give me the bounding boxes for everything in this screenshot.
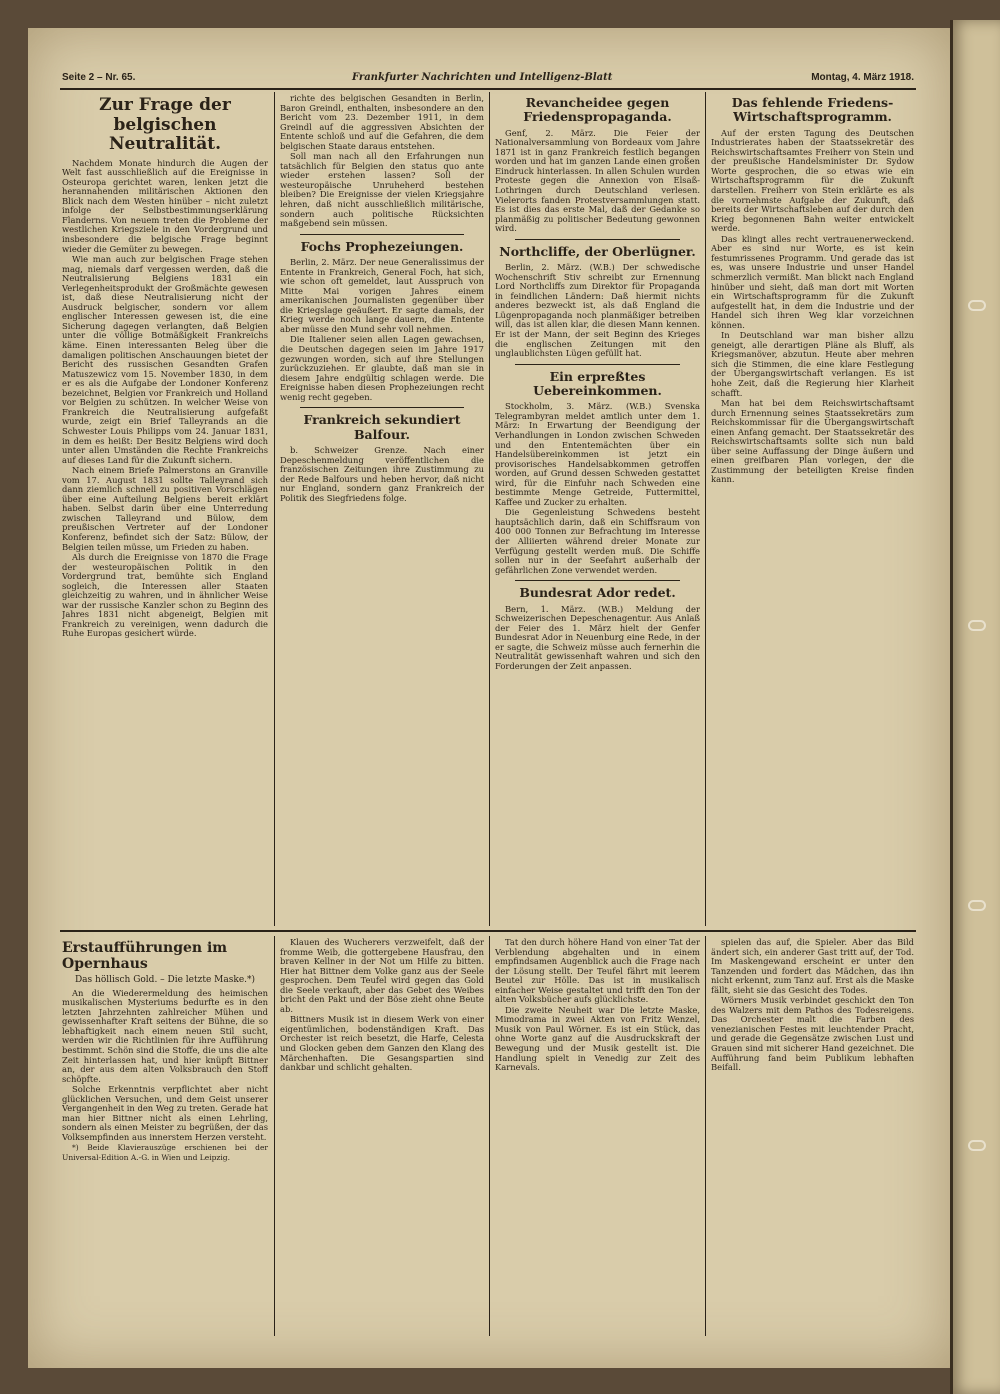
article-paragraph: An die Wiederermeldung des heimischen musikalischen Mysteriums bedurfte es in den letzten Jahrzehnten zahlreicher Mühen und gewissenhafter Kraft seitens der Bühne, die so lebhaftigkeit nach einem neuen Stil sucht, werden wir die Richtlinien für ihre Aufführung bestimmt. Schön sind die Stoffe, die uns die alte Zeit hinterlassen hat, und hier knüpft Bittner an, der aus dem alten Volksbrauch den Stoff schöpfte.: [62, 987, 268, 1084]
column-rule: [705, 92, 706, 926]
article-subtitle: Das höllisch Gold. – Die letzte Maske.*): [74, 975, 256, 986]
article-paragraph: Klauen des Wucherers verzweifelt, daß der fromme Weib, die gottergebene Hausfrau, den braven Kellner in der Not um Hilfe zu bitten. Hier hat Bittner dem Volke ganz aus der Seele gesprochen. Dem Teufel wird gegen das Gold die Seele verkauft, aber das Gebet des Weibes bricht den Pakt und der Böse zieht ohne Beute ab.: [280, 938, 484, 1014]
article-headline: Das fehlende Friedens-Wirtschaftsprogramm.: [731, 95, 894, 125]
article-paragraph: spielen das auf, die Spieler. Aber das Bild ändert sich, ein anderer Gast tritt auf, der Tod. Im Maskengewand erscheint er unter den Tanzenden und fordert das Mädchen, das ihn nicht erkennt, zum Tanz auf. Erst als die Maske fällt, sieht sie das Gesicht des Todes.: [711, 938, 914, 995]
article-headline: Frankreich sekundiert Balfour.: [303, 412, 461, 442]
article-paragraph: Man hat bei dem Reichswirtschaftsamt durch Ernennung seines Staatssekretärs zum Reichskommissar für die Übergangswirtschaft einen Anfang gemacht. Der Staatssekretär des Reichswirtschaftsamts sollte sich nun bald über seine Auffassung der Dinge äußern und einen greifbaren Plan vorlegen, der die Zustimmung der beteiligten Kreise finden kann.: [711, 398, 914, 485]
article-opera-premieres: [62, 938, 268, 1336]
opera-column-3: [495, 938, 700, 1336]
article-paragraph: Berlin, 2. März. Der neue Generalissimus der Entente in Frankreich, General Foch, hat sich, wie schon oft gemeldet, laut Ausspruch von Mitte Mai vorigen Jahres einem amerikanischen Journalisten gegenüber über die Kriegslage geäußert. Er sagte damals, der Krieg werde noch lange dauern, die Entente aber müsse den Mund sehr voll nehmen.: [280, 257, 484, 334]
article-paragraph: Wörners Musik verbindet geschickt den Ton des Walzers mit dem Pathos des Todesreigens. Das Orchester malt die Farben des venezianischen Festes mit leuchtender Pracht, und gerade die Gegensätze zwischen Lust und Grauen sind mit sicherer Hand gezeichnet. Die Aufführung fand beim Publikum lebhaften Beifall.: [711, 995, 914, 1073]
article-headline: Fochs Prophezeiungen.: [300, 238, 464, 254]
binding-stitch: [968, 900, 986, 911]
article-economy-program: [711, 94, 914, 926]
article-paragraph: Wie man auch zur belgischen Frage stehen mag, niemals darf vergessen werden, daß die Neutralisierung Belgiens 1831 ein Verlegenheitsprodukt der Großmächte gewesen ist, daß diese Neutralisierung nicht der Ausdruck belgischer, sondern vor allem englischer Interessen gewesen ist, die eine Sicherung dagegen verlangten, daß Belgien unter die völlige Botmäßigkeit Frankreichs käme. Einen interessanten Beleg über die damaligen politischen Anschauungen bietet der Bericht des russischen Gesandten Grafen Matuszewicz vom 15. November 1830, in dem er es als die Aufgabe der Londoner Konferenz bezeichnet, Belgien vor Frankreich und Holland vor Belgien zu schützen. In welcher Weise von Frankreich die Neutralisierung aufgefaßt wurde, zeigt ein Brief Talleyrands an die Schwester Louis Philipps vom 24. Januar 1831, in dem es heißt: Der Besitz Belgiens wird doch unter allen Umständen die Rechte Frankreichs auf dieses Land für die Zukunft sichern.: [62, 254, 268, 465]
article-paragraph: richte des belgischen Gesandten in Berlin, Baron Greindl, enthalten, insbesondere an den Bericht vom 23. Dezember 1911, in dem Greindl auf die aggressiven Absichten der Entente schloß und auf die Gefahren, die dem belgischen Staate daraus entstehen.: [280, 94, 484, 151]
article-paragraph: Nach einem Briefe Palmerstons an Granville vom 17. August 1831 sollte Talleyrand sich dann ziemlich schnell zu positiven Vorschlägen über eine Aufteilung Belgiens bereit erklärt haben. Selbst darin über eine Unterredung zwischen Talleyrand und Bülow, dem preußischen Vertreter auf der Londoner Konferenz, befindet sich der Satz: Bülow, der Belgien teilen müsse, um Frieden zu haben.: [62, 465, 268, 552]
masthead: Frankfurter Nachrichten und Intelligenz-Blatt: [352, 72, 613, 83]
column-rule: [705, 936, 706, 1336]
spine-edge: [950, 20, 953, 1394]
article-paragraph: Die Gegenleistung Schwedens besteht hauptsächlich darin, daß ein Schiffsraum von 400 000 Tonnen zur Befrachtung im Interesse der Alliierten während dreier Monate zur Verfügung gestellt werden muß. Die Schiffe sollen nur in der Seefahrt außerhalb der gefährlichen Zone verwendet werden.: [495, 507, 700, 575]
opera-column-4: [711, 938, 914, 1336]
article-paragraph: Das klingt alles recht vertrauenerweckend. Aber es sind nur Worte, es ist kein festumrissenes Programm. Und gerade das ist es, was unsere Industrie und unser Handel schmerzlich vermißt. Man blickt nach England hinüber und sieht, daß man dort mit Worten ein Wirtschaftsprogramm für die Zukunft aufgestellt hat, in dem die Industrie und der Handel sich ihren Weg klar vorzeichnen können.: [711, 233, 914, 330]
binding-stitch: [968, 1140, 986, 1151]
section-rule: [60, 930, 916, 932]
binding-stitch: [968, 300, 986, 311]
article-paragraph: Auf der ersten Tagung des Deutschen Industrierates haben der Staatssekretär des Reichswirtschaftsamtes Freiherr von Stein und der preußische Handelsminister Dr. Sydow Worte gesprochen, die so etwas wie ein Wirtschaftsprogramm für die Zukunft darstellen. Freiherr von Stein erklärte es als die vornehmste Aufgabe der Zukunft, daß bereits der Wirtschaftsleben auf der durch den Krieg begonnenen Bahn weiter entwickelt werde.: [711, 127, 914, 234]
page-number: Seite 2 – Nr. 65.: [62, 72, 136, 83]
column-rule: [489, 936, 490, 1336]
binding-stitch: [968, 620, 986, 631]
article-paragraph: Tat den durch höhere Hand von einer Tat der Verblendung abgehalten und in einem empfindsamen Augenblick auch die Frage nach der Lösung stellt. Der Teufel fährt mit leerem Beutel zur Hölle. Das ist in musikalisch einfacher Weise gestaltet und trifft den Ton der alten Volksbücher aufs glücklichste.: [495, 938, 700, 1005]
column-3: [495, 94, 700, 926]
article-paragraph: Berlin, 2. März. (W.B.) Der schwedische Wochenschrift Stiv schreibt zur Ernennung Lord Northcliffs zum Direktor für Propaganda in feindlichen Ländern: Daß hiermit nichts anderes bezweckt ist, als daß England die Lügenpropaganda noch planmäßiger betreiben will, das ist allen klar, die diesen Mann kennen. Er ist der Mann, der seit Beginn des Krieges die englischen Zeitungen mit den unglaublichsten Lügen gefüllt hat.: [495, 262, 700, 359]
column-rule: [274, 936, 275, 1336]
issue-date: Montag, 4. März 1918.: [811, 72, 914, 83]
opera-column-2: [280, 938, 484, 1336]
divider: [515, 239, 680, 240]
article-belgian-neutrality: [62, 94, 268, 926]
article-headline: Bundesrat Ador redet.: [519, 585, 676, 601]
article-paragraph: Stockholm, 3. März. (W.B.) Svenska Telegrambyran meldet amtlich unter dem 1. März: In Erwartung der Beendigung der Verhandlungen in London zwischen Schweden und den Ententemächten über ein Handelsübereinkommen ist jetzt ein provisorisches Handelsabkommen getroffen worden, auf Grund dessen Schweden gestattet wird, für die Einfuhr nach Schweden eine bestimmte Menge Getreide, Futtermittel, Kaffee und Zucker zu erhalten.: [495, 401, 700, 507]
article-paragraph: Die zweite Neuheit war Die letzte Maske, Mimodrama in zwei Akten von Fritz Wenzel, Musik von Paul Wörner. Es ist ein Stück, das ohne Worte ganz auf die Ausdruckskraft der Bewegung und der Musik gestellt ist. Die Handlung spielt in Venedig zur Zeit des Karnevals.: [495, 1004, 700, 1073]
page-header: [62, 72, 914, 88]
article-paragraph: Bern, 1. März. (W.B.) Meldung der Schweizerischen Depeschenagentur. Aus Anlaß der Feier des 1. März hielt der Genfer Bundesrat Ador in Neuenburg eine Rede, in der er sagte, die Schweiz müsse auch fernerhin die Neutralität gewissenhaft wahren und sich den Forderungen der Zeit anpassen.: [495, 603, 700, 671]
article-headline: Erstaufführungen im Opernhaus: [62, 940, 228, 973]
article-paragraph: b. Schweizer Grenze. Nach einer Depeschenmeldung veröffentlichen die französischen Zeitungen ihre Zustimmung zu der Rede Balfours und heben hervor, daß nicht nur England, sondern ganz Frankreich der Politik des Siegfriedens folge.: [280, 444, 484, 503]
column-rule: [489, 92, 490, 926]
header-rule: [60, 88, 916, 90]
divider: [300, 407, 464, 408]
footnote: *) Beide Klavierauszüge erschienen bei der Universal-Edition A.-G. in Wien und Leipzig.: [62, 1143, 268, 1163]
article-paragraph: In Deutschland war man bisher allzu geneigt, alle derartigen Pläne als Bluff, als Kriegsmanöver, abzutun. Heute aber mehren sich die Stimmen, die eine klare Festlegung der Übergangswirtschaft verlangen. Es ist hohe Zeit, daß die Regierung hier Klarheit schafft.: [711, 330, 914, 398]
divider: [515, 580, 680, 581]
article-paragraph: Nachdem Monate hindurch die Augen der Welt fast ausschließlich auf die Ereignisse in Osteuropa gerichtet waren, lenken jetzt die herannahenden militärischen Aktionen den Blick nach dem Westen hinüber – nicht zuletzt infolge der Selbstbestimmungserklärung Flanderns. Von neuem treten die Probleme der westlichen Kriegsziele in den Vordergrund und insbesondere die belgische Frage beginnt wieder die Gemüter zu bewegen.: [62, 157, 268, 254]
article-headline: Zur Frage der belgischen Neutralität.: [99, 95, 231, 155]
article-paragraph: Als durch die Ereignisse von 1870 die Frage der westeuropäischen Politik in den Vordergrund trat, bemühte sich England sogleich, die Interessen aller Staaten gleichzeitig zu wahren, und in ähnlicher Weise war der russische Kanzler schon zu Beginn des Jahres 1831 nicht abgeneigt, Belgien mit Frankreich zu vereinigen, wenn dadurch die Ruhe Europas gesichert würde.: [62, 552, 268, 639]
article-headline: Northcliffe, der Oberlügner.: [499, 243, 696, 259]
article-paragraph: Solche Erkenntnis verpflichtet aber nicht glücklichen Versuchen, und dem Geist unserer Vergangenheit in den Weg zu treten. Gerade hat man hier Bittner nicht als einen Lehrling, sondern als einen Meister zu begrüßen, der das Volksempfinden aus innerstem Herzen versteht.: [62, 1084, 268, 1142]
article-headline: Ein erpreßtes Uebereinkommen.: [533, 368, 662, 398]
article-paragraph: Die Italiener seien allen Lagen gewachsen, die Deutschen dagegen seien im Jahre 1917 gezwungen worden, sich auf ihre Stellungen zurückzuziehen. Er glaubte, daß man sie in diesem Jahre endgültig schlagen werde. Die Ereignisse haben diesen Prophezeiungen recht wenig recht gegeben.: [280, 334, 484, 402]
column-2: [280, 94, 484, 926]
article-paragraph: Genf, 2. März. Die Feier der Nationalversammlung von Bordeaux vom Jahre 1871 ist in ganz Frankreich festlich begangen worden und hat im ganzen Lande einen großen Eindruck hinterlassen. In allen Schulen wurden Proteste gegen die Annexion von Elsaß-Lothringen durch Deutschland verlesen. Vielerorts fanden Protestversammlungen statt. Es ist dies das erste Mal, daß der Gedanke so planmäßig zu politischer Bedeutung gewonnen wird.: [495, 127, 700, 234]
article-paragraph: Bittners Musik ist in diesem Werk von einer eigentümlichen, bodenständigen Kraft. Das Orchester ist reich besetzt, die Harfe, Celesta und Glocken geben dem Ganzen den Klang des Märchenhaften. Die Gesangspartien sind dankbar und schlicht gehalten.: [280, 1014, 484, 1073]
article-headline: Revancheidee gegen Friedenspropaganda.: [523, 95, 672, 125]
divider: [515, 364, 680, 365]
divider: [300, 234, 464, 235]
column-rule: [274, 92, 275, 926]
article-paragraph: Soll man nach all den Erfahrungen nun tatsächlich für Belgien den status quo ante wieder erstehen lassen? Soll der westeuropäische Unruheherd bestehen bleiben? Die Ereignisse der vielen Kriegsjahre lehren, daß nicht ausschließlich militärische, sondern auch politische Rücksichten maßgebend sein müssen.: [280, 151, 484, 229]
binding-spine: [950, 20, 1000, 1394]
